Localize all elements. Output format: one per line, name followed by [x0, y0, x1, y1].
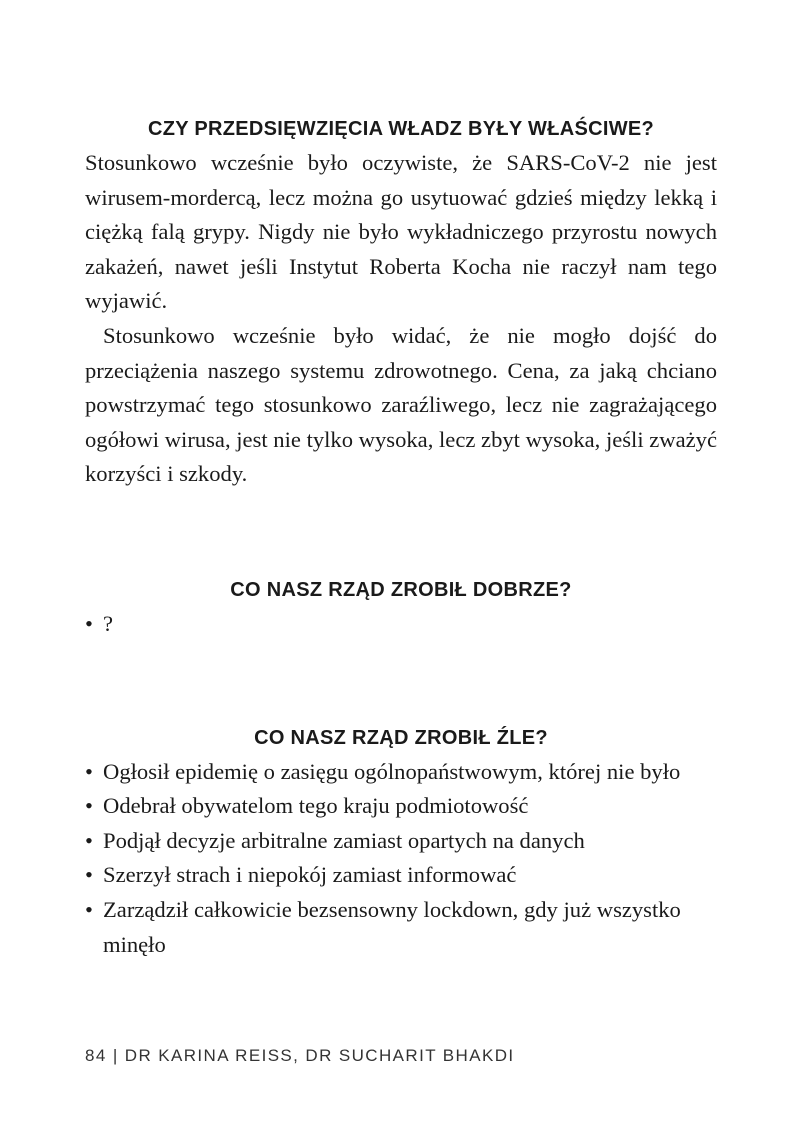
footer-separator: |	[112, 1046, 119, 1065]
list-item	[85, 824, 717, 859]
bullet-icon: •	[85, 862, 93, 888]
paragraph-2: Stosunkowo wcześnie było widać, że nie mogło dojść do przeciążenia naszego systemu zdrowotnego. Cena, za jaką chciano powstrzymać tego stosunkowo zaraźliwego, lecz nie zagrażającego ogółowi wirusa, jest nie tylko wysoka, lecz zbyt wysoka, jeśli zważyć korzyści i szkody.	[85, 322, 717, 487]
section-heading-measures: CZY PRZEDSIĘWZIĘCIA WŁADZ BYŁY WŁAŚCIWE?	[147, 118, 655, 140]
footer-authors: DR KARINA REISS, DR SUCHARIT BHAKDI	[124, 1046, 515, 1065]
bullet-list-done-well	[85, 607, 717, 642]
list-item	[85, 607, 717, 642]
page-footer	[85, 1046, 515, 1066]
bullet-icon: •	[85, 827, 93, 853]
section-heading-done-wrong: CO NASZ RZĄD ZROBIŁ ŹLE?	[254, 726, 548, 749]
list-item-text: Ogłosił epidemię o zasięgu ogólnopaństwowym, której nie było	[103, 758, 681, 784]
section-heading-done-well: CO NASZ RZĄD ZROBIŁ DOBRZE?	[230, 578, 572, 601]
section-done-well	[85, 573, 717, 642]
section-done-wrong	[85, 721, 717, 963]
section-body-measures	[85, 146, 717, 492]
bullet-list-done-wrong	[85, 755, 717, 963]
list-item-text: Odebrał obywatelom tego kraju podmiotowość	[103, 793, 529, 819]
page-content	[85, 112, 717, 962]
list-item-text: ?	[103, 610, 114, 636]
paragraph-1: Stosunkowo wcześnie było oczywiste, że SARS-CoV-2 nie jest wirusem-mordercą, lecz można go usytuować gdzieś między lekką i ciężką falą grypy. Nigdy nie było wykładniczego przyrostu nowych zakażeń, nawet jeśli Instytut Roberta Kocha nie raczył nam tego wyjawić.	[85, 150, 717, 314]
list-item-text: Podjął decyzje arbitralne zamiast opartych na danych	[103, 827, 585, 853]
list-item	[85, 789, 717, 824]
list-item-text: Szerzył strach i niepokój zamiast informować	[103, 862, 517, 888]
section-measures	[85, 112, 717, 492]
list-item	[85, 893, 717, 962]
list-item	[85, 755, 717, 790]
bullet-icon: •	[85, 610, 93, 636]
bullet-icon: •	[85, 758, 93, 784]
list-item	[85, 858, 717, 893]
page-number: 84	[85, 1046, 107, 1065]
bullet-icon: •	[85, 793, 93, 819]
list-item-text: Zarządził całkowicie bezsensowny lockdown, gdy już wszystko minęło	[103, 896, 681, 957]
bullet-icon: •	[85, 896, 93, 922]
